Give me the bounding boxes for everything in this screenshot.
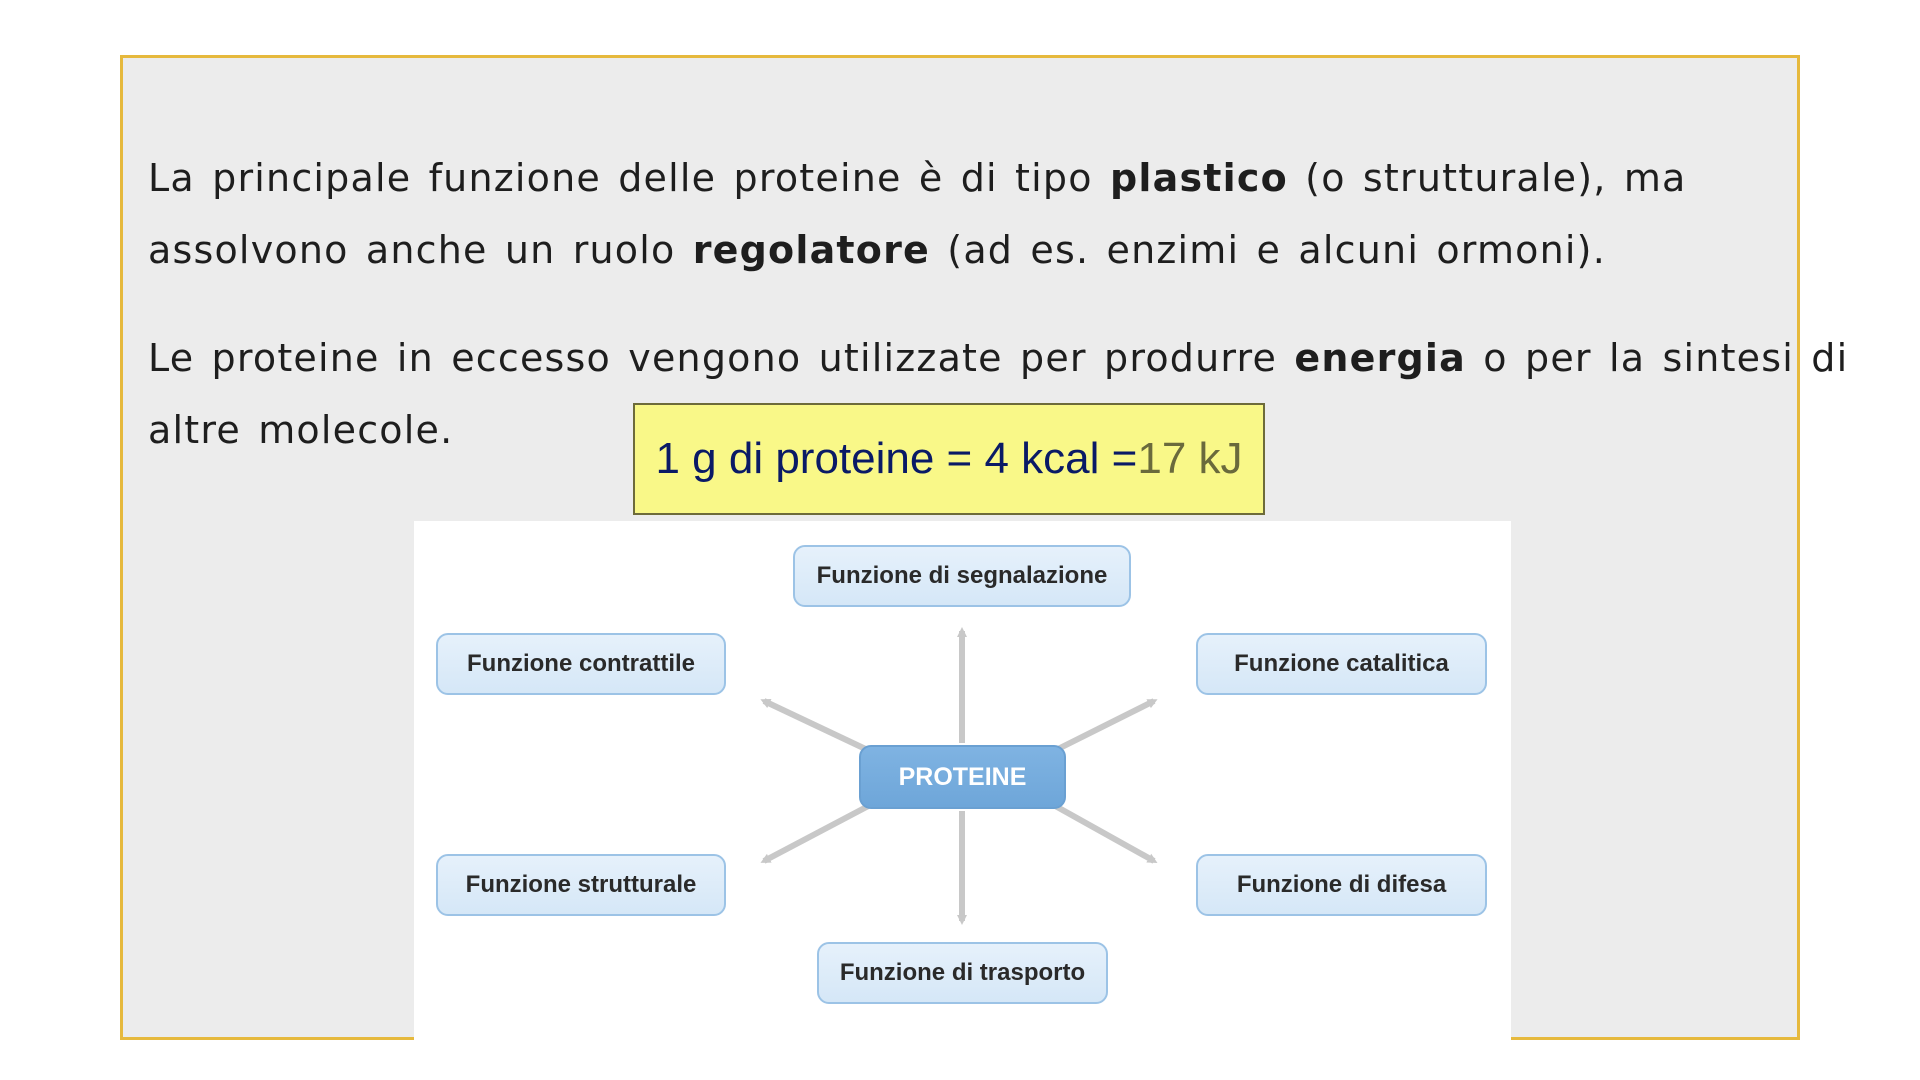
node-structural-function: Funzione strutturale	[436, 854, 726, 916]
energy-kj-value: 17 kJ	[1137, 434, 1243, 483]
text-span: Le proteine in eccesso vengono utilizzate per produrre	[148, 336, 1295, 380]
paragraph-line: altre molecole.	[148, 408, 454, 452]
arrow-to-top-right	[1050, 701, 1154, 753]
paragraph-protein-function	[148, 142, 1788, 286]
node-transport-function: Funzione di trasporto	[817, 942, 1108, 1004]
node-contractile-function: Funzione contrattile	[436, 633, 726, 695]
arrow-to-bottom-right	[1050, 803, 1154, 861]
node-proteine-center: PROTEINE	[859, 745, 1066, 809]
energy-equivalence-text: 1 g di proteine = 4 kcal =	[655, 434, 1138, 483]
paragraph-line	[148, 142, 1788, 214]
text-span: (ad es. enzimi e alcuni ormoni).	[930, 228, 1606, 272]
content-frame	[120, 55, 1849, 1040]
paragraph-line	[148, 322, 1849, 394]
protein-functions-diagram	[414, 521, 1511, 1041]
node-catalytic-function: Funzione catalitica	[1196, 633, 1487, 695]
node-signaling-function: Funzione di segnalazione	[793, 545, 1131, 607]
bold-term-regolatore: regolatore	[692, 228, 931, 272]
arrow-to-top-left	[764, 701, 874, 753]
text-span: assolvono anche un ruolo	[148, 228, 693, 272]
paragraph-line	[148, 214, 1788, 286]
bold-term-energia: energia	[1294, 336, 1466, 380]
text-span: o per la sintesi di	[1466, 336, 1849, 380]
text-span: (o strutturale), ma	[1287, 156, 1687, 200]
text-span: La principale funzione delle proteine è di tipo	[148, 156, 1110, 200]
bold-term-plastico: plastico	[1109, 156, 1288, 200]
node-defense-function: Funzione di difesa	[1196, 854, 1487, 916]
energy-equivalence-box	[633, 403, 1265, 515]
arrow-to-bottom-left	[764, 803, 874, 861]
